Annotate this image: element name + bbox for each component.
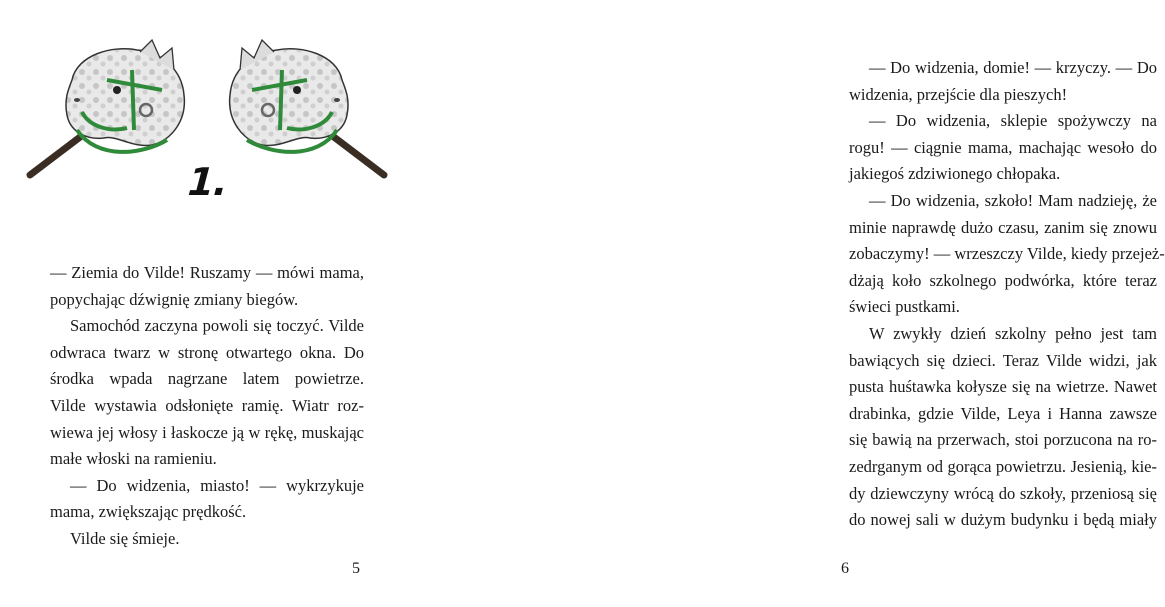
text-line: małe włoski na ramieniu. bbox=[50, 449, 217, 469]
right-page-text bbox=[849, 55, 1165, 534]
text-line: dy dziewczyny wrócą do szkoły, przeniosą się bbox=[849, 483, 1157, 503]
text-line: wiewa jej włosy i łaskocze ją w rękę, muskając bbox=[50, 422, 364, 442]
text-line: się bawią na przerwach, stoi porzucona na ro- bbox=[849, 430, 1157, 450]
right-page bbox=[400, 0, 1165, 607]
text-line: dżają koło szkolnego podwórka, które teraz bbox=[849, 270, 1157, 290]
right-hobby-horse bbox=[230, 40, 384, 175]
text-line: świeci pustkami. bbox=[849, 297, 960, 317]
left-page bbox=[0, 0, 400, 607]
text-line: Vilde wystawia odsłonięte ramię. Wiatr roz- bbox=[50, 395, 364, 415]
chapter-number: 1. bbox=[186, 160, 229, 204]
text-line: odwraca twarz w stronę otwartego okna. Do bbox=[50, 342, 364, 362]
text-line: zedrganym od gorąca powietrzu. Jesienią, kie- bbox=[849, 456, 1157, 476]
text-line: W zwykły dzień szkolny pełno jest tam bbox=[869, 323, 1157, 343]
text-line: jakiegoś zdziwionego chłopaka. bbox=[849, 164, 1061, 184]
text-line: bawiących się dzieci. Teraz Vilde widzi, jak bbox=[849, 350, 1157, 370]
text-line: mama, zwiększając prędkość. bbox=[50, 502, 247, 522]
text-line: popychając dźwignię zmiany biegów. bbox=[50, 289, 299, 309]
text-line: widzenia, przejście dla pieszych! bbox=[849, 84, 1068, 104]
text-line: Vilde się śmieje. bbox=[70, 528, 180, 548]
text-line: Samochód zaczyna powoli się toczyć. Vilde bbox=[70, 316, 364, 336]
text-line: — Do widzenia, sklepie spożywczy na bbox=[869, 111, 1157, 131]
text-line: do nowej sali w dużym budynku i będą miały bbox=[849, 510, 1157, 530]
left-page-text bbox=[50, 260, 364, 553]
text-line: minie naprawdę dużo czasu, zanim się znowu bbox=[849, 217, 1157, 237]
page-number: 6 bbox=[841, 560, 849, 577]
text-line: drabinka, gdzie Vilde, Leya i Hanna zawsze bbox=[849, 403, 1157, 423]
text-line: — Do widzenia, szkoło! Mam nadzieję, że bbox=[869, 190, 1157, 210]
text-line: — Do widzenia, domie! — krzyczy. — Do bbox=[869, 58, 1157, 77]
text-line: rogu! — ciągnie mama, machając wesoło do bbox=[849, 137, 1157, 157]
text-line: — Ziemia do Vilde! Ruszamy — mówi mama, bbox=[50, 263, 364, 282]
text-line: pusta huśtawka kołysze się na wietrze. Nawet bbox=[849, 377, 1157, 397]
text-line: zobaczymy! — wrzeszczy Vilde, kiedy przejeż- bbox=[849, 244, 1165, 264]
text-line: środka wpada nagrzane latem powietrze. bbox=[50, 369, 364, 389]
text-line: — Do widzenia, miasto! — wykrzykuje bbox=[70, 475, 364, 495]
left-hobby-horse bbox=[30, 40, 184, 175]
page-number: 5 bbox=[352, 560, 360, 577]
